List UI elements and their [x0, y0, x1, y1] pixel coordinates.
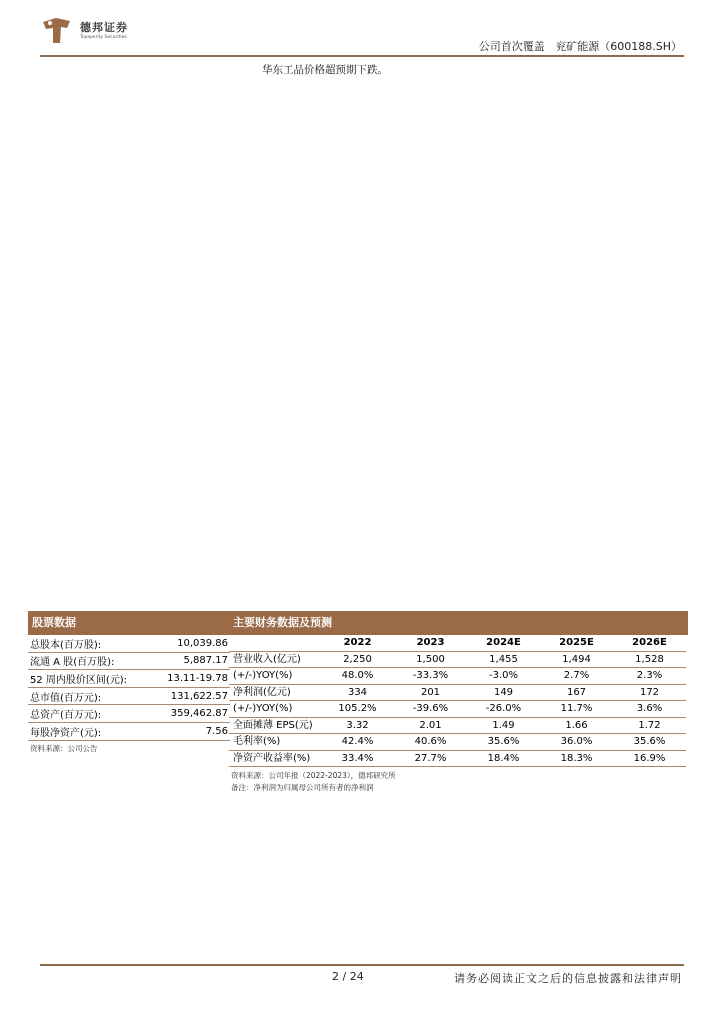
metric-label: 毛利率(%) [229, 734, 321, 751]
stock-data-row [28, 670, 230, 688]
metric-value: 1,500 [394, 652, 467, 669]
metric-value: -33.3% [394, 668, 467, 685]
stock-data-row [28, 635, 230, 653]
stock-data-table [28, 611, 230, 754]
stock-data-value: 131,622.57 [170, 690, 228, 702]
metric-value: 2,250 [321, 652, 394, 669]
metric-value: 40.6% [394, 734, 467, 751]
metric-value: 1.72 [613, 718, 686, 735]
stock-data-value: 359,462.87 [170, 708, 228, 720]
financial-grid [229, 635, 688, 767]
year-header: 2023 [394, 635, 467, 652]
metric-value: 33.4% [321, 751, 394, 768]
metric-label: (+/-)YOY(%) [229, 668, 321, 685]
logo-mark-icon [40, 16, 74, 46]
metric-value: 35.6% [613, 734, 686, 751]
metric-value: 48.0% [321, 668, 394, 685]
stock-data-value: 10,039.86 [177, 637, 228, 649]
stock-data-label: 每股净资产(元): [30, 727, 102, 739]
metric-value: -26.0% [467, 701, 540, 718]
year-header: 2024E [467, 635, 540, 652]
metric-value: 11.7% [540, 701, 613, 718]
stock-data-label: 52 周内股价区间(元): [30, 674, 128, 686]
company-ticker: 兖矿能源（600188.SH） [555, 40, 682, 53]
metric-value: 42.4% [321, 734, 394, 751]
metric-label: 全面摊薄 EPS(元) [229, 718, 321, 735]
metric-value: 1,455 [467, 652, 540, 669]
metric-value: 1,528 [613, 652, 686, 669]
metric-value: 1.49 [467, 718, 540, 735]
stock-data-source: 资料来源：公司公告 [30, 743, 98, 753]
stock-data-value: 13.11-19.78 [167, 672, 228, 684]
metric-value: -3.0% [467, 668, 540, 685]
financial-forecast-table [229, 611, 688, 794]
stock-data-row [28, 705, 230, 723]
year-header: 2022 [321, 635, 394, 652]
metric-label: 净资产收益率(%) [229, 751, 321, 768]
stock-data-value: 7.56 [205, 725, 228, 737]
metric-value: 35.6% [467, 734, 540, 751]
report-header [479, 38, 682, 54]
header-divider [40, 55, 684, 57]
metric-value: 18.3% [540, 751, 613, 768]
metric-value: 1,494 [540, 652, 613, 669]
metric-label: (+/-)YOY(%) [229, 701, 321, 718]
financial-note: 备注：净利润为归属母公司所有者的净利润 [231, 783, 374, 792]
metric-value: 36.0% [540, 734, 613, 751]
financial-source: 资料来源：公司年报（2022-2023），德邦研究所 [231, 771, 396, 780]
metric-value: 172 [613, 685, 686, 702]
stock-data-value: 5,887.17 [183, 655, 228, 667]
metric-value: 105.2% [321, 701, 394, 718]
stock-data-label: 总股本(百万股): [30, 639, 102, 651]
stock-data-label: 总市值(百万元): [30, 692, 102, 704]
stock-data-row [28, 723, 230, 741]
body-text-line: 华东工品价格超预期下跌。 [262, 64, 388, 76]
company-logo [40, 16, 140, 46]
logo-text-cn: 德邦证券 [80, 21, 128, 34]
metric-value: 2.3% [613, 668, 686, 685]
logo-text-en: Topsperity Securities [80, 35, 127, 40]
metric-value: 27.7% [394, 751, 467, 768]
metric-value: 149 [467, 685, 540, 702]
metric-value: 2.7% [540, 668, 613, 685]
year-header: 2026E [613, 635, 686, 652]
metric-label: 营业收入(亿元) [229, 652, 321, 669]
legal-disclaimer: 请务必阅读正文之后的信息披露和法律声明 [454, 972, 682, 985]
stock-data-label: 总资产(百万元): [30, 710, 102, 722]
stock-data-title: 股票数据 [28, 611, 230, 635]
page-number: 2 / 24 [332, 970, 364, 983]
financial-table-title: 主要财务数据及预测 [229, 611, 688, 635]
metric-label: 净利润(亿元) [229, 685, 321, 702]
stock-data-label: 流通 A 股(百万股): [30, 657, 115, 669]
metric-value: 16.9% [613, 751, 686, 768]
metric-value: 1.66 [540, 718, 613, 735]
report-type: 公司首次覆盖 [478, 40, 545, 53]
metric-value: 3.6% [613, 701, 686, 718]
metric-value: 18.4% [467, 751, 540, 768]
year-header: 2025E [540, 635, 613, 652]
header-blank-cell [229, 635, 321, 652]
footer-divider [40, 964, 684, 966]
stock-data-row [28, 653, 230, 671]
metric-value: 167 [540, 685, 613, 702]
metric-value: 334 [321, 685, 394, 702]
metric-value: 201 [394, 685, 467, 702]
metric-value: 3.32 [321, 718, 394, 735]
metric-value: 2.01 [394, 718, 467, 735]
metric-value: -39.6% [394, 701, 467, 718]
stock-data-row [28, 688, 230, 706]
